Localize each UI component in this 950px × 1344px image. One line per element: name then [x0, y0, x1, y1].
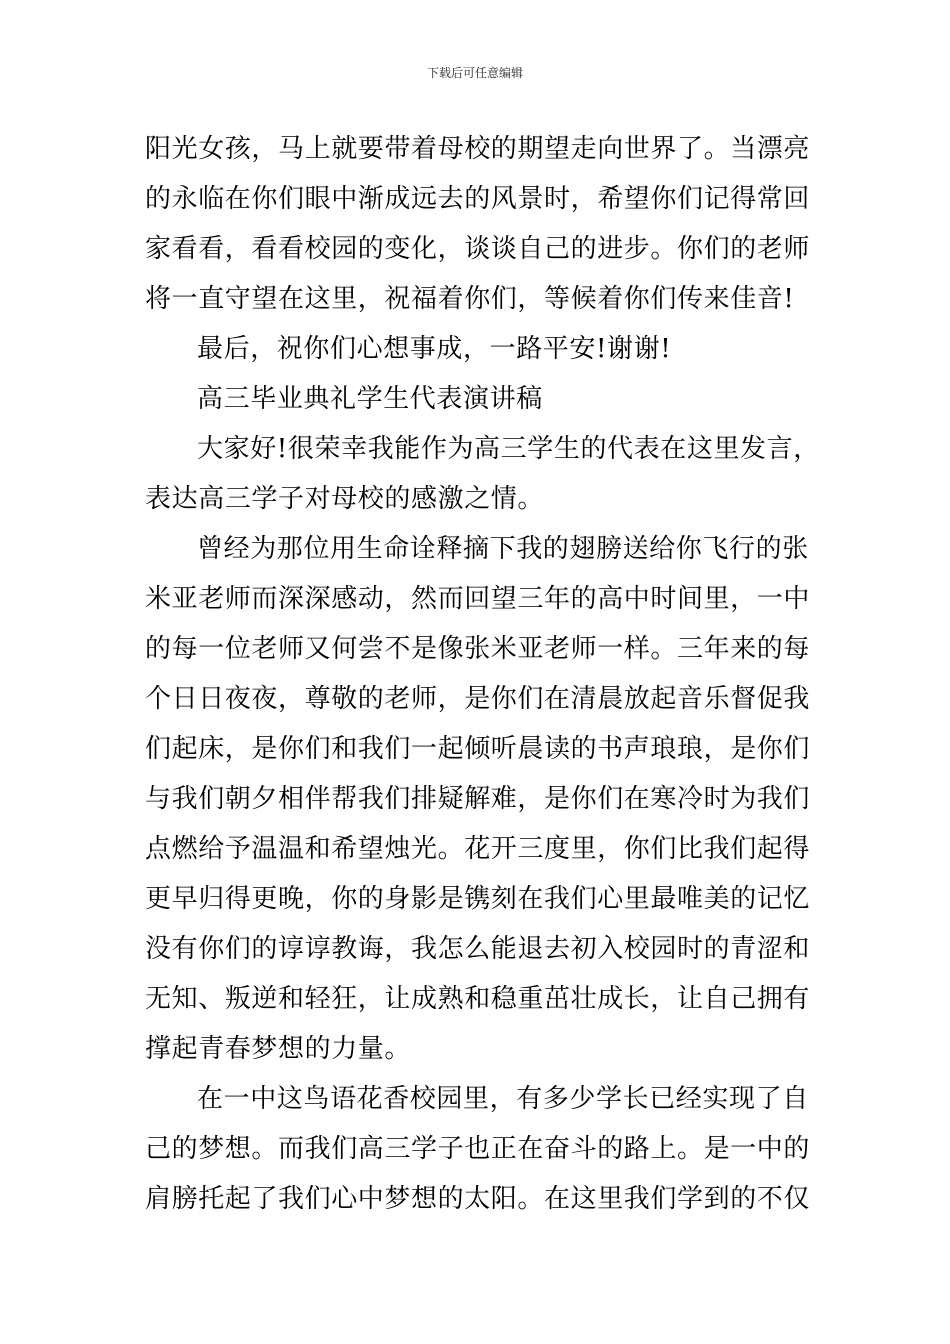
text-line: 肩膀托起了我们心中梦想的太阳。在这里我们学到的不仅: [145, 1184, 811, 1214]
text-line: 表达高三学子对母校的感激之情。: [145, 484, 545, 514]
text-line: 米亚老师而深深感动，然而回望三年的高中时间里，一中: [145, 584, 811, 614]
text-line: 个日日夜夜，尊敬的老师，是你们在清晨放起音乐督促我: [145, 684, 811, 714]
speech-title: 高三毕业典礼学生代表演讲稿: [197, 384, 543, 414]
text-line: 点燃给予温温和希望烛光。花开三度里，你们比我们起得: [145, 834, 811, 864]
page-header-note: 下载后可任意编辑: [426, 66, 523, 80]
text-line: 的永临在你们眼中渐成远去的风景时，希望你们记得常回: [145, 184, 811, 214]
text-line: 己的梦想。而我们高三学子也正在奋斗的路上。是一中的: [145, 1134, 811, 1164]
document-body: [145, 124, 820, 1224]
paragraph: [145, 124, 809, 324]
text-line: 撑起青春梦想的力量。: [145, 1034, 412, 1064]
paragraph: [145, 424, 820, 524]
text-line: 无知、叛逆和轻狂，让成熟和稳重茁壮成长，让自己拥有: [145, 984, 811, 1014]
text-line: 们起床，是你们和我们一起倾听晨读的书声琅琅，是你们: [145, 734, 811, 764]
paragraph-title: [145, 374, 809, 424]
text-line: 家看看，看看校园的变化，谈谈自己的进步。你们的老师: [145, 234, 811, 264]
text-line: 阳光女孩，马上就要带着母校的期望走向世界了。当漂亮: [145, 134, 811, 164]
text-line: 曾经为那位用生命诠释摘下我的翅膀送给你飞行的张: [197, 534, 809, 564]
text-line: 大家好!很荣幸我能作为高三学生的代表在这里发言，: [197, 434, 820, 464]
text-line: 更早归得更晚，你的身影是镌刻在我们心里最唯美的记忆: [145, 884, 811, 914]
text-line: 与我们朝夕相伴帮我们排疑解难，是你们在寒冷时为我们: [145, 784, 811, 814]
text-line: 最后，祝你们心想事成，一路平安!谢谢!: [197, 334, 672, 364]
paragraph: [145, 1074, 809, 1224]
paragraph: [145, 524, 809, 1074]
text-line: 的每一位老师又何尝不是像张米亚老师一样。三年来的每: [145, 634, 811, 664]
text-line: 在一中这鸟语花香校园里，有多少学长已经实现了自: [197, 1084, 809, 1114]
paragraph: [145, 324, 809, 374]
text-line: 没有你们的谆谆教诲，我怎么能退去初入校园时的青涩和: [145, 934, 811, 964]
text-line: 将一直守望在这里，祝福着你们，等候着你们传来佳音!: [145, 284, 795, 314]
